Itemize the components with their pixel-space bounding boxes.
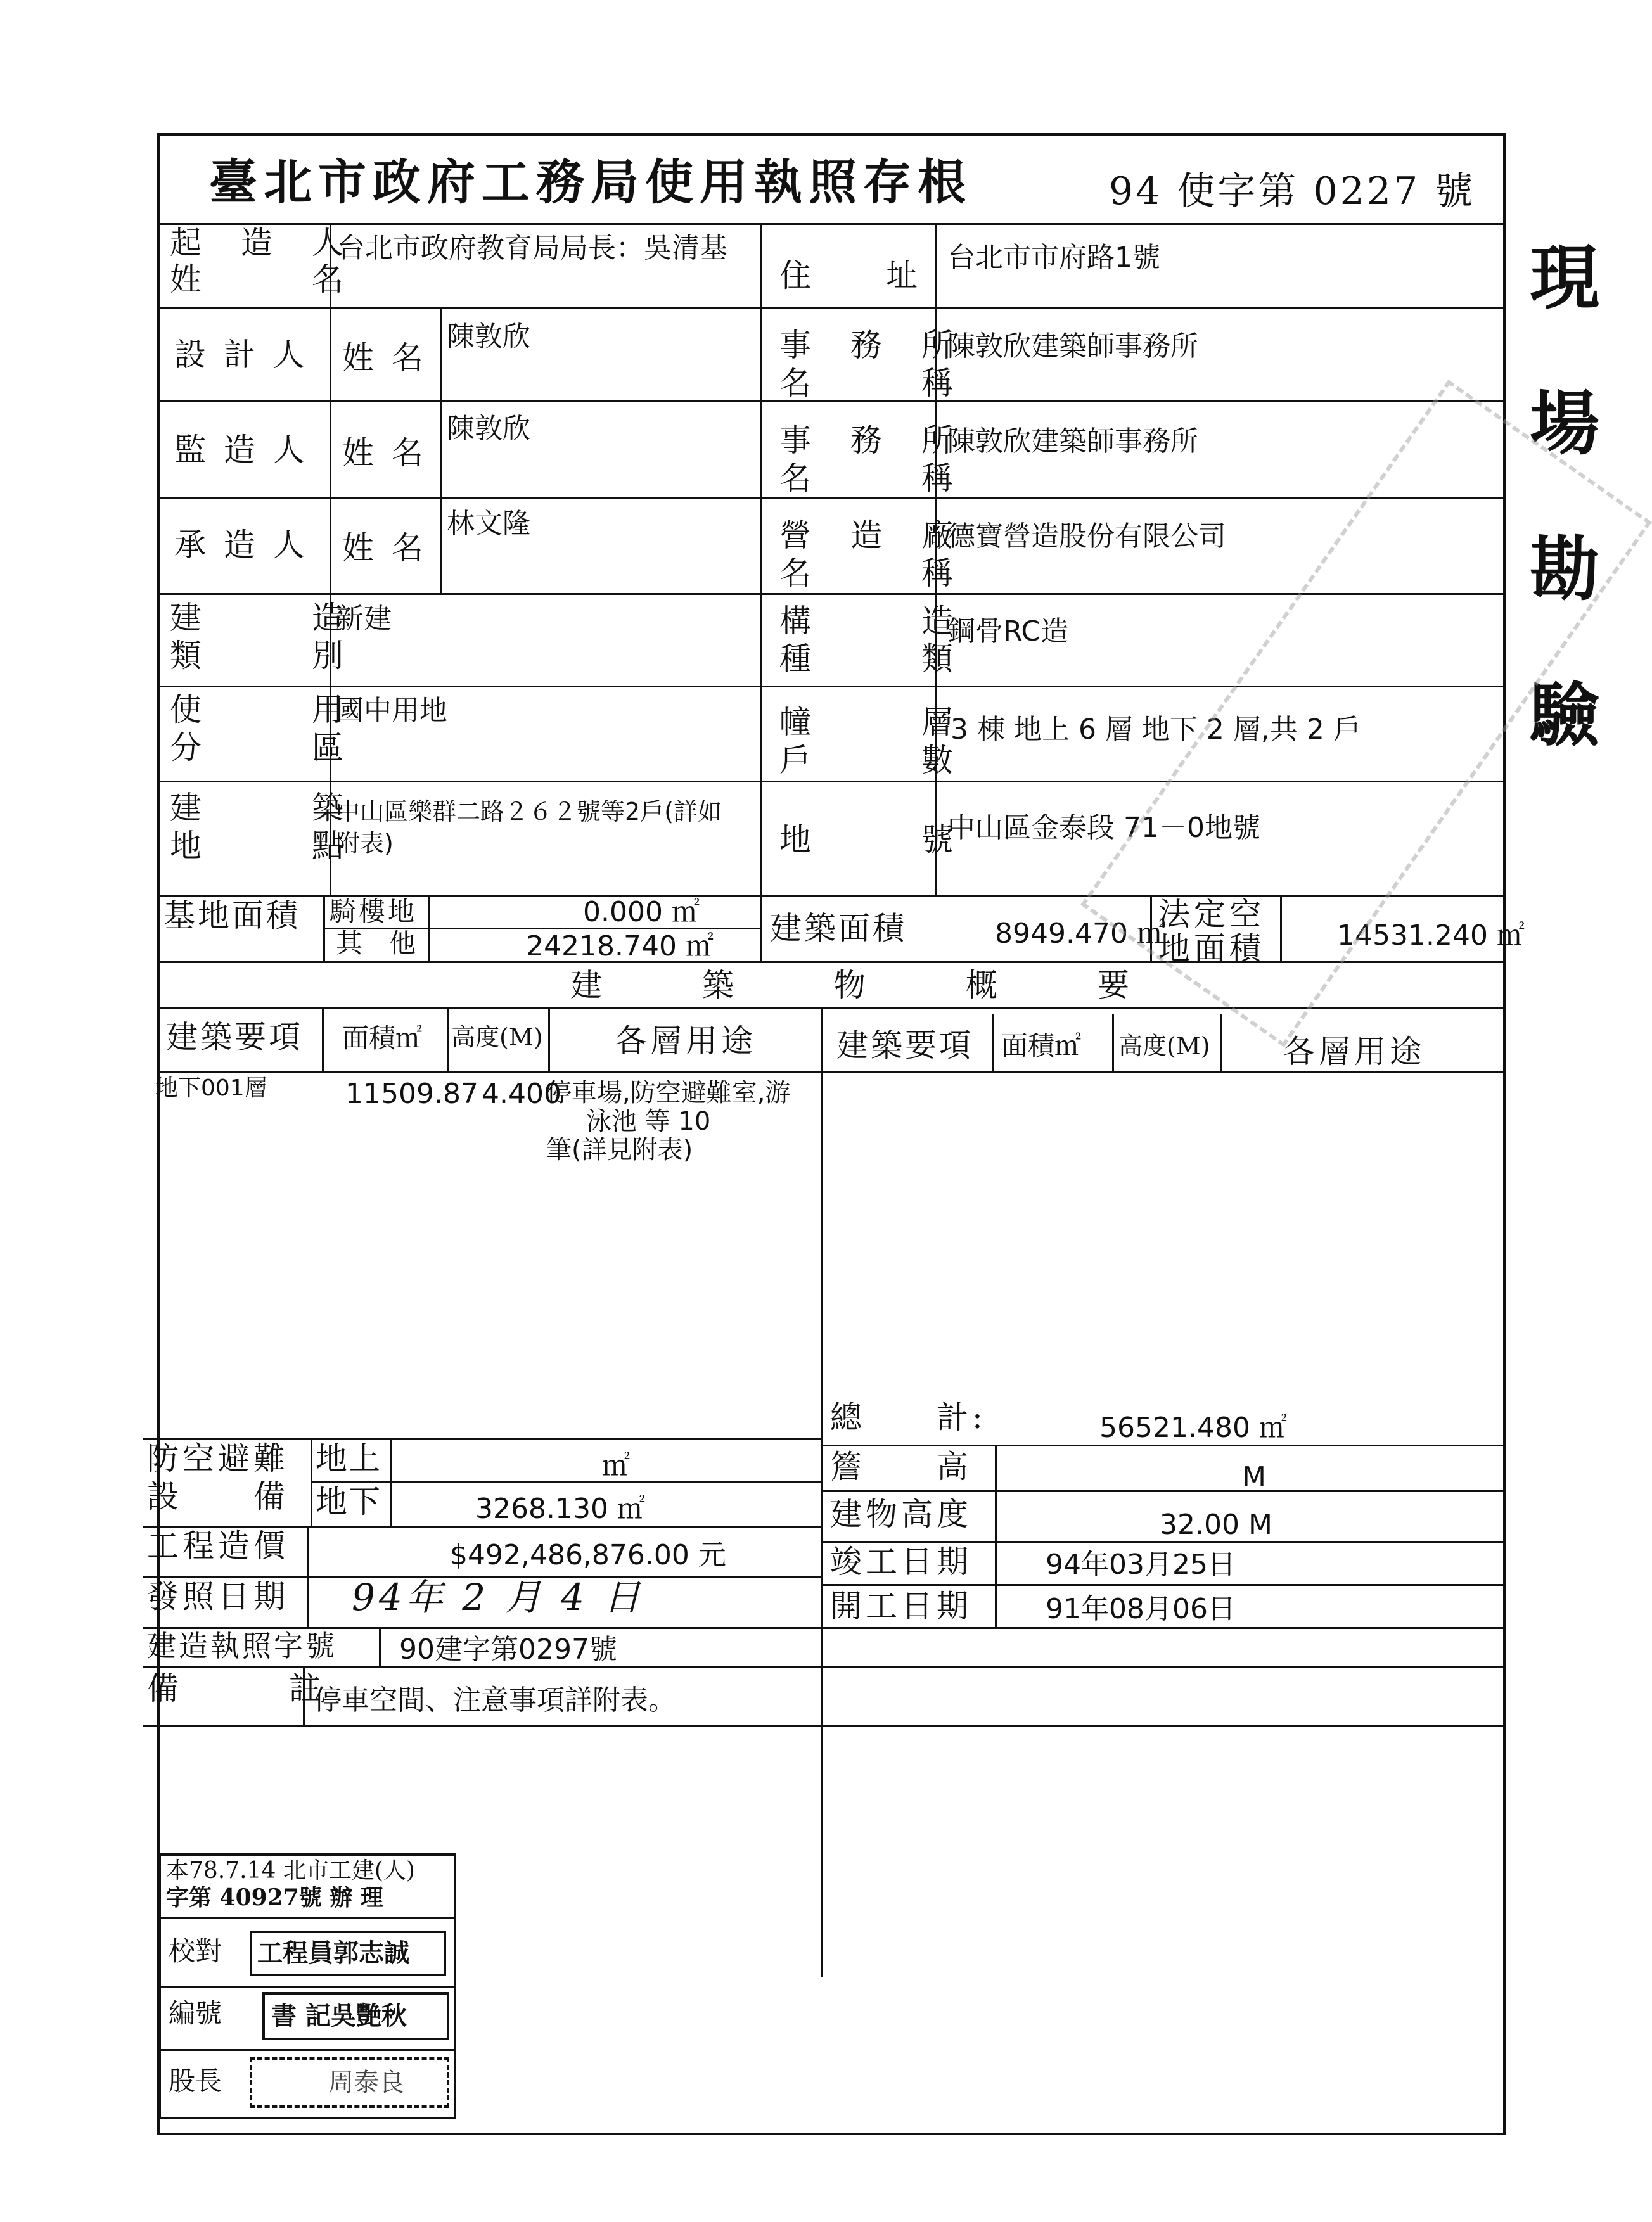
start-date-value: 91年08月06日 [1046, 1593, 1236, 1625]
open-area-label-1: 法定空 [1158, 896, 1265, 933]
arcade-area-value: 0.000 ㎡ [583, 896, 700, 928]
shelter-below-value: 3268.130 ㎡ [475, 1493, 645, 1525]
divider [157, 497, 1506, 499]
contractor-label: 承 造 人 [174, 527, 309, 563]
floors-label-2: 戶 數 [779, 742, 957, 779]
divider [447, 1007, 449, 1071]
floor-use-3: 筆(詳見附表) [546, 1135, 693, 1165]
cost-label: 工程造價 [147, 1528, 289, 1564]
floor-item: 地下001層 [155, 1075, 267, 1101]
divider [157, 400, 1506, 402]
divider [143, 1725, 1505, 1727]
building-height-label: 建物高度 [830, 1496, 972, 1533]
col-use-right: 各層用途 [1283, 1033, 1425, 1070]
remark-value: 停車空間、注意事項詳附表。 [314, 1684, 676, 1716]
owner-label-1: 起 造 人 [170, 224, 347, 261]
lot-label: 地 號 [779, 821, 957, 858]
owner-value: 台北市政府教育局局長：吳清基 [337, 232, 727, 264]
floor-height: 4.400 [482, 1078, 561, 1110]
divider [311, 1481, 821, 1483]
divider [821, 1490, 1505, 1492]
shelter-label-1: 防空避難 [147, 1440, 289, 1477]
build-type-label-2: 類 別 [170, 637, 347, 674]
divider [548, 1007, 550, 1071]
supervisor-office-label-2: 名 稱 [779, 460, 957, 497]
col-item-left: 建築要項 [166, 1019, 303, 1056]
address-label: 住 址 [779, 257, 921, 294]
stamp-check-name: 工程員郭志誠 [257, 1938, 409, 1968]
supervisor-office-value: 陳敦欣建築師事務所 [947, 425, 1198, 457]
divider [330, 307, 331, 593]
floor-area: 11509.87 [345, 1078, 478, 1110]
stamp-edit-name: 書 記吳艷秋 [271, 2001, 407, 2031]
building-height-value: 32.00 M [1160, 1509, 1272, 1541]
location-value-2: 附表) [336, 829, 394, 857]
divider [161, 1986, 456, 1988]
eave-value: M [1242, 1461, 1266, 1493]
divider [821, 1445, 1505, 1446]
location-label-1: 建 築 [170, 789, 347, 826]
supervisor-label: 監 造 人 [174, 431, 309, 468]
zoning-label-2: 分 區 [170, 729, 347, 766]
permit-value: 90建字第0297號 [399, 1633, 617, 1666]
shelter-above-label: 地上 [316, 1440, 381, 1477]
stamp-check-seal [250, 1931, 446, 1976]
shelter-below-label: 地下 [316, 1483, 381, 1520]
divider [161, 1917, 456, 1919]
lot-value: 中山區金泰段 71－0地號 [947, 812, 1260, 844]
stamp-ref-2: 字第 40927號 辦 理 [166, 1884, 383, 1911]
divider [440, 307, 442, 593]
build-type-label-1: 建 造 [170, 599, 347, 636]
divider [322, 1007, 324, 1071]
remark-label: 備 註 [147, 1670, 324, 1707]
build-type-value: 新建 [336, 603, 392, 635]
floors-label-1: 幢 層 [779, 704, 957, 741]
header-divider [157, 223, 1506, 225]
zoning-label-1: 使 用 [170, 691, 347, 728]
supervisor-value: 陳敦欣 [447, 412, 530, 445]
start-date-label: 開工日期 [830, 1588, 972, 1625]
col-item-right: 建築要項 [836, 1027, 973, 1064]
structure-value: 鋼骨RC造 [947, 615, 1069, 648]
floor-use-1: 停車場,防空避難室,游 [546, 1078, 791, 1108]
open-area-label-2: 地面積 [1158, 930, 1265, 967]
divider [161, 2049, 456, 2051]
eave-label: 簷 高 [830, 1448, 972, 1485]
contractor-firm-value: 德寶營造股份有限公司 [947, 520, 1226, 552]
divider [330, 223, 331, 307]
arcade-label: 騎樓地 [330, 896, 418, 927]
col-height-right: 高度(M) [1118, 1032, 1210, 1060]
contractor-name-label: 姓 名 [342, 530, 427, 566]
address-value: 台北市市府路1號 [947, 241, 1160, 274]
other-area-value: 24218.740 ㎡ [526, 930, 714, 962]
divider [821, 1584, 1505, 1586]
shelter-above-value: ㎡ [602, 1450, 630, 1482]
permit-label: 建造執照字號 [147, 1629, 337, 1663]
structure-label-1: 構 造 [779, 603, 957, 639]
designer-office-label-2: 名 稱 [779, 365, 957, 402]
contractor-firm-label-1: 營 造 廠 [779, 517, 957, 554]
location-label-2: 地 點 [170, 827, 347, 864]
floors-value: 3 棟 地上 6 層 地下 2 層,共 2 戶 [951, 713, 1361, 746]
page-title: 臺北市政府工務局使用執照存根 [209, 154, 972, 210]
divider [1112, 1014, 1114, 1071]
permit-number: 94 使字第 0227 號 [1109, 169, 1476, 214]
total-value: 56521.480 ㎡ [1099, 1412, 1287, 1444]
designer-value: 陳敦欣 [447, 321, 530, 353]
cost-value: $492,486,876.00 元 [450, 1539, 726, 1571]
issue-date-value: 94年 2 月 4 日 [352, 1576, 644, 1619]
shelter-label-2: 設 備 [147, 1478, 289, 1515]
stamp-chief-seal [250, 2057, 449, 2108]
supervisor-office-label-1: 事 務 所 [779, 422, 957, 459]
building-area-label: 建築面積 [770, 910, 907, 947]
divider [821, 1007, 823, 1977]
contractor-value: 林文隆 [447, 508, 530, 540]
other-label: 其 他 [336, 928, 416, 959]
divider [1220, 1014, 1222, 1071]
contractor-firm-label-2: 名 稱 [779, 555, 957, 592]
col-area-left: 面積㎡ [342, 1023, 423, 1054]
col-height-left: 高度(M) [451, 1023, 543, 1051]
complete-date-label: 竣工日期 [830, 1543, 972, 1580]
stamp-ref-1: 本78.7.14 北市工建(人) [166, 1858, 415, 1884]
side-text: 現場勘驗 [1518, 241, 1600, 824]
open-area-value: 14531.240 ㎡ [1337, 919, 1525, 952]
issue-date-label: 發照日期 [147, 1578, 289, 1615]
designer-office-value: 陳敦欣建築師事務所 [947, 330, 1198, 362]
divider [995, 1445, 997, 1628]
divider [760, 223, 762, 961]
complete-date-value: 94年03月25日 [1046, 1548, 1236, 1581]
total-label: 總 計: [830, 1399, 987, 1436]
divider [143, 1666, 1505, 1668]
owner-label-2: 姓 名 [170, 261, 347, 298]
designer-label: 設 計 人 [174, 336, 309, 373]
stamp-edit-seal [262, 1992, 449, 2040]
divider [157, 307, 1506, 309]
supervisor-name-label: 姓 名 [342, 435, 427, 471]
stamp-chief-name: 周泰良 [328, 2068, 404, 2097]
divider [992, 1014, 994, 1071]
stamp-edit-label: 編號 [169, 1998, 222, 2029]
structure-label-2: 種 類 [779, 641, 957, 677]
col-use-left: 各層用途 [615, 1023, 757, 1059]
site-area-label: 基地面積 [163, 897, 300, 934]
floor-use-2: 泳池 等 10 [586, 1107, 711, 1136]
divider [821, 1541, 1505, 1543]
designer-name-label: 姓 名 [342, 340, 427, 376]
divider [303, 1666, 305, 1725]
location-value-1: 中山區樂群二路２６２號等2戶(詳如 [336, 798, 722, 826]
designer-office-label-1: 事 務 所 [779, 327, 957, 364]
stamp-chief-label: 股長 [169, 2066, 222, 2097]
divider [143, 1627, 1505, 1629]
official-stamp [158, 1853, 456, 2119]
divider [379, 1627, 381, 1666]
overview-heading: 建 築 物 概 要 [570, 967, 1130, 1004]
stamp-check-label: 校對 [169, 1936, 222, 1967]
divider [157, 1071, 1506, 1073]
zoning-value: 國中用地 [336, 694, 447, 727]
building-area-value: 8949.470 ㎡ [995, 917, 1165, 950]
col-area-right: 面積㎡ [1001, 1030, 1082, 1061]
